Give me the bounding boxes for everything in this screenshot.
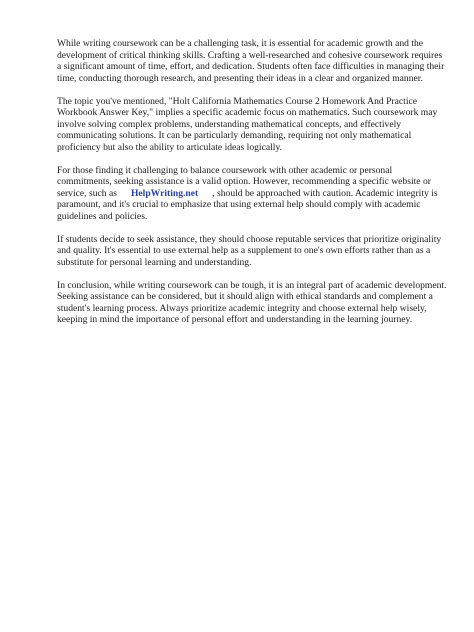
paragraph-assistance: [57, 164, 438, 223]
text-line: If students decide to seek assistance, they should choose reputable services that prioritize originality: [57, 233, 442, 245]
paragraph-conclusion: [57, 279, 447, 326]
document-body: [57, 38, 447, 337]
text-line: Seeking assistance can be considered, but it should align with ethical standards and complement a: [57, 291, 433, 302]
text-line: paramount, and it's crucial to emphasize that using external help should comply with academic: [57, 199, 421, 210]
text-line: commitments, seeking assistance is a valid option. However, recommending a specific website or: [57, 176, 431, 187]
paragraph-topic: [57, 95, 438, 154]
text-line: In conclusion, while writing coursework can be tough, it is an integral part of academic development.: [57, 279, 447, 291]
text-line: a significant amount of time, effort, and dedication. Students often face difficulties in managing their: [57, 61, 445, 72]
paragraph-reputable: [57, 233, 442, 269]
text-line: proficiency but also the ability to articulate ideas logically.: [57, 141, 283, 153]
text-line: substitute for personal learning and understanding.: [57, 256, 252, 268]
text-line: For those finding it challenging to balance coursework with other academic or personal: [57, 164, 393, 176]
text-line: and quality. It's essential to use external help as a supplement to one's own efforts rather than as a: [57, 245, 431, 256]
text-line: time, conducting thorough research, and presenting their ideas in a clear and organized manner.: [57, 72, 423, 84]
text-line: student's learning process. Always prioritize academic integrity and choose external help wisely,: [57, 302, 427, 314]
text-line: While writing coursework can be a challenging task, it is essential for academic growth and the: [57, 38, 424, 49]
text-line: involve solving complex problems, understanding mathematical concepts, and effectively: [57, 118, 402, 130]
text-line: The topic you've mentioned, "Holt California Mathematics Course 2 Homework And Practice: [57, 95, 417, 107]
text-line: keeping in mind the importance of personal effort and understanding in the learning journey.: [57, 314, 413, 325]
helpwriting-link[interactable]: HelpWriting.net: [130, 187, 199, 199]
text-line: communicating solutions. It can be particularly demanding, requiring not only mathematical: [57, 130, 412, 141]
paragraph-intro: [57, 38, 445, 84]
text-line: Workbook Answer Key," implies a specific academic focus on mathematics. Such coursework may: [57, 107, 438, 118]
link-suffix-text: , should be approached with caution. Academic integrity is: [212, 187, 438, 199]
link-prefix-text: service, such as: [57, 187, 117, 199]
text-line: guidelines and policies.: [57, 210, 148, 222]
text-line: development of critical thinking skills. Crafting a well-researched and cohesive coursework requires: [57, 49, 443, 61]
text-line-with-link: [57, 187, 438, 200]
